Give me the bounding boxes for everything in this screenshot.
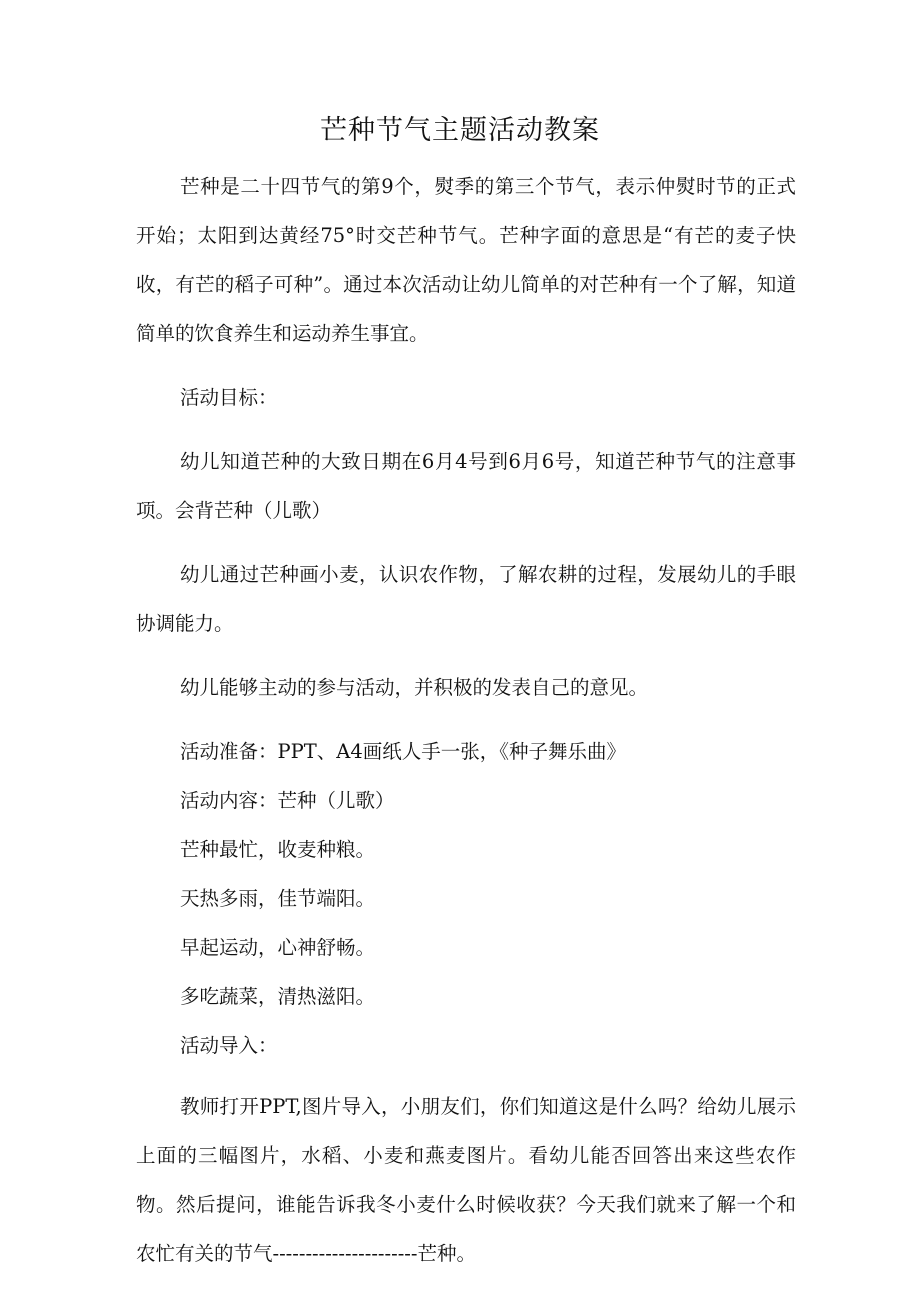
document-title: 芒种节气主题活动教案 (320, 115, 600, 146)
intro-paragraph: 芒种是二十四节气的第9个，熨季的第三个节气，表示仲熨时节的正式开始；太阳到达黄经75°时交芒种节气。芒种字面的意思是“有芒的麦子快收，有芒的稻子可种”。通过本次活动让幼儿简单的对芒种有一个了解，知道简单的饮食养生和运动养生事宜。 (136, 175, 796, 345)
song-line-3: 早起运动，心神舒畅。 (180, 936, 376, 959)
goal-paragraph-3: 幼儿能够主动的参与活动，并积极的发表自己的意见。 (180, 676, 649, 699)
introduction-paragraph: 教师打开PPT,图片导入，小朋友们，你们知道这是什么吗？给幼儿展示上面的三幅图片，水稻、小麦和燕麦图片。看幼儿能否回答出来这些农作物。然后提问，谁能告诉我冬小麦什么时候收获？今天我们就来了解一个和农忙有关的节气----------------------芒种。 (136, 1095, 796, 1265)
song-line-1: 芒种最忙，收麦种粮。 (180, 838, 376, 861)
content-heading: 活动内容：芒种（儿歌） (180, 789, 395, 812)
introduction-heading: 活动导入： (180, 1034, 278, 1057)
song-line-2: 天热多雨，佳节端阳。 (180, 887, 376, 910)
goal-paragraph-1: 幼儿知道芒种的大致日期在6月4号到6月6号，知道芒种节气的注意事项。会背芒种（儿歌） (136, 450, 796, 522)
song-line-4: 多吃蔬菜，清热滋阳。 (180, 985, 376, 1008)
goals-heading: 活动目标： (180, 386, 278, 409)
preparation-paragraph: 活动准备：PPT、A4画纸人手一张，《种子舞乐曲》 (180, 740, 626, 763)
goal-paragraph-2: 幼儿通过芒种画小麦，认识农作物，了解农耕的过程，发展幼儿的手眼协调能力。 (136, 563, 796, 635)
document-body (136, 162, 796, 1293)
